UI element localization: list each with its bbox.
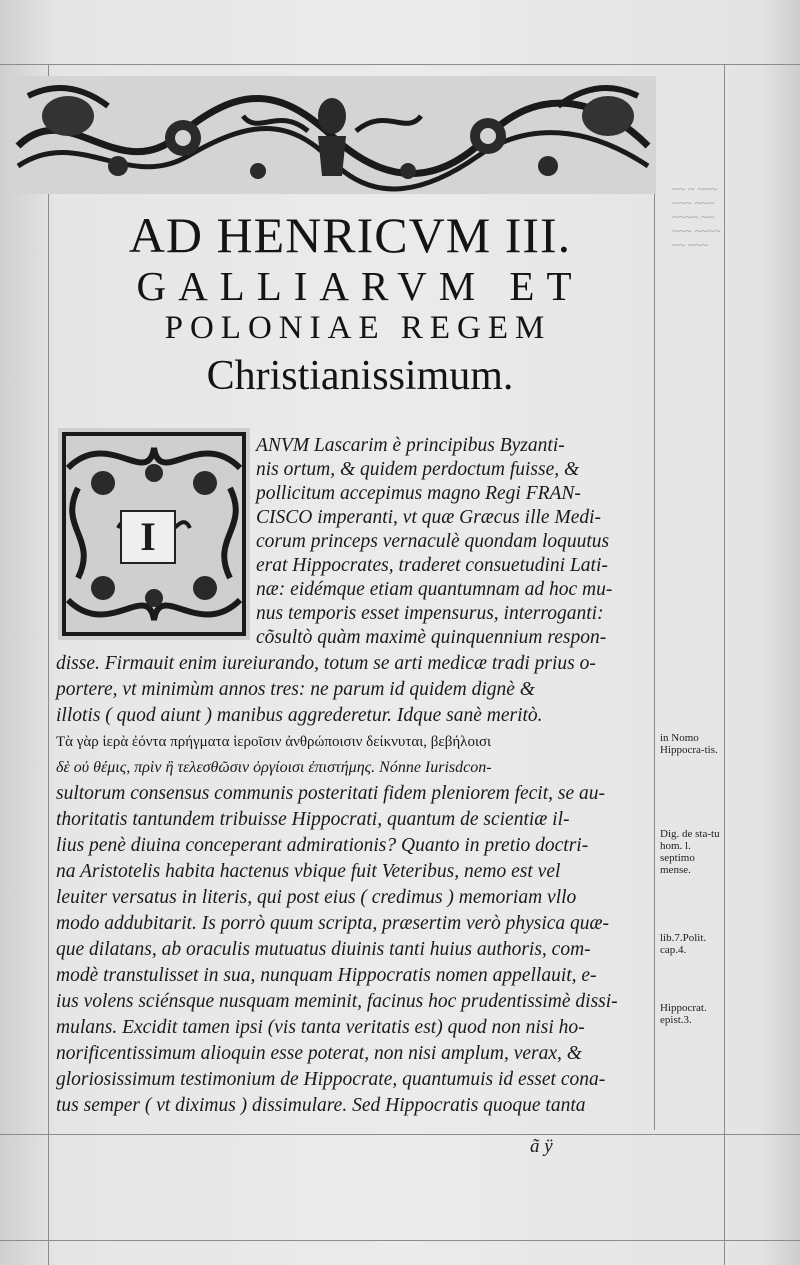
text-line: que dilatans, ab oraculis mutuatus diuinis tanti huius authoris, com- bbox=[56, 939, 591, 960]
text-line: Τὰ γὰρ ἱερὰ ἐόντα πρήγματα ἱεροῖσιν ἀνθρώποισιν δείκνυται, βεβήλοισι bbox=[56, 734, 492, 750]
title-line-3: POLONIAE REGEM bbox=[164, 310, 552, 346]
margin-note: Hippocrat. epist.3. bbox=[660, 1002, 707, 1026]
text-line: nis ortum, & quidem perdoctum fuisse, & bbox=[256, 459, 580, 480]
text-line: tus semper ( vt diximus ) dissimulare. Sed Hippocratis quoque tanta bbox=[56, 1095, 586, 1116]
text-line: ius volens sciénsque nusquam meminit, facinus hoc prudentissimè dissi- bbox=[56, 991, 618, 1012]
text-line: nus temporis esset impensurus, interroganti: bbox=[256, 603, 604, 624]
text-line: illotis ( quod aiunt ) manibus aggrederetur. Idque sanè meritò. bbox=[56, 705, 543, 726]
catchword: ã ÿ bbox=[530, 1136, 553, 1157]
text-line: ANVM Lascarim è principibus Byzanti- bbox=[256, 435, 565, 456]
text-line: corum princeps vernaculè quondam loquutus bbox=[256, 531, 610, 552]
text-line: norificentissimum alioquin esse poterat, non nisi amplum, verax, & bbox=[56, 1043, 582, 1064]
text-line: na Aristotelis habita hactenus vbique fuit Veteribus, nemo est vel bbox=[56, 861, 561, 882]
text-line: δὲ οὐ θέμις, πρὶν ἢ τελεσθῶσιν ὀργίοισι ἐπιστήμης. Nónne Iurisdcon- bbox=[56, 759, 492, 776]
text-line: leuiter versatus in literis, qui post eius ( credimus ) memoriam vllo bbox=[56, 887, 577, 908]
title-line-1: AD HENRICVM III. bbox=[128, 207, 572, 263]
text-line: mulans. Excidit tamen ipsi (vis tanta veritatis est) quod non nisi ho- bbox=[56, 1017, 585, 1038]
text-line: portere, vt minimùm annos tres: ne parum id quidem dignè & bbox=[56, 679, 535, 700]
text-line: gloriosissimum testimonium de Hippocrate, quantumuis id esset cona- bbox=[56, 1069, 606, 1090]
margin-note: Dig. de sta-tu hom. l. septimo mense. bbox=[660, 828, 720, 876]
text-line: lius penè diuina conceperant admirationis? Quanto in pretio doctri- bbox=[56, 835, 589, 856]
text-line: modo addubitarit. Is porrò quum scripta, præsertim verò physica quæ- bbox=[56, 913, 610, 934]
title-line-4: Christianissimum. bbox=[206, 353, 514, 399]
lower-rule bbox=[0, 1240, 800, 1241]
margin-note: lib.7.Polit. cap.4. bbox=[660, 932, 707, 956]
text-line: CISCO imperanti, vt quæ Græcus ille Medi- bbox=[256, 507, 602, 528]
title-line-2: GALLIARVM ET bbox=[136, 263, 584, 309]
text-line: disse. Firmauit enim iureiurando, totum se arti medicæ tradi prius o- bbox=[56, 653, 596, 674]
text-line: thoritatis tantundem tribuisse Hippocrati, quantum de scientiæ il- bbox=[56, 809, 570, 830]
margin-note: in Nomo Hippocra-tis. bbox=[660, 732, 718, 756]
text-line: cõsultò quàm maximè quinquennium respon- bbox=[256, 627, 607, 648]
initial-letter: I bbox=[120, 510, 176, 564]
bottom-rule bbox=[0, 1134, 800, 1135]
text-line: pollicitum accepimus magno Regi FRAN- bbox=[256, 483, 581, 504]
text-line: næ: eidémque etiam quantumnam ad hoc mu- bbox=[256, 579, 613, 600]
top-rule bbox=[0, 64, 800, 65]
text-line: erat Hippocrates, traderet consuetudini Lati- bbox=[256, 555, 608, 576]
head-ornament bbox=[8, 76, 656, 194]
bleed-through-text: ~~ ~ ~~~ ~~~ ~~~ ~~~~ ~~ ~~~ ~~~~ ~~ ~~~ bbox=[672, 182, 721, 252]
text-line: sultorum consensus communis posteritati fidem pleniorem fecit, se au- bbox=[56, 783, 606, 804]
text-line: modè transtulisset in sua, nunquam Hippocratis nomen appellauit, e- bbox=[56, 965, 597, 986]
